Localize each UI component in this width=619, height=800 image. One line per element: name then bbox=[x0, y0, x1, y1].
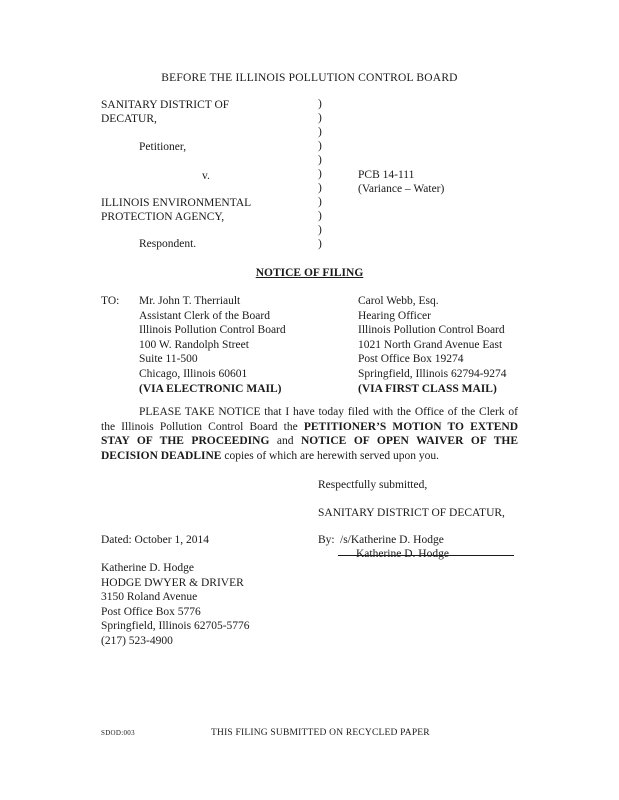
case-number: PCB 14-111 bbox=[358, 169, 415, 181]
versus: v. bbox=[202, 170, 210, 182]
paren: ) bbox=[318, 196, 322, 208]
case-type: (Variance – Water) bbox=[358, 183, 445, 195]
attorney-street: 3150 Roland Avenue bbox=[101, 591, 198, 604]
recipient-name: Mr. John T. Therriault bbox=[139, 295, 241, 307]
recipient-suite: Post Office Box 19274 bbox=[358, 353, 464, 366]
paren: ) bbox=[318, 154, 322, 166]
petitioner-line-2: DECATUR, bbox=[101, 113, 157, 125]
paren: ) bbox=[318, 224, 322, 236]
respectfully-submitted: Respectfully submitted, bbox=[318, 479, 428, 491]
attorney-phone: (217) 523-4900 bbox=[101, 634, 173, 647]
petitioner-line-1: SANITARY DISTRICT OF bbox=[101, 99, 230, 111]
notice-paragraph bbox=[101, 405, 518, 463]
paren: ) bbox=[318, 238, 322, 250]
recipient-org: Illinois Pollution Control Board bbox=[358, 324, 505, 337]
recipient-delivery: (VIA FIRST CLASS MAIL) bbox=[358, 382, 497, 395]
body-text: PLEASE TAKE NOTICE that I have today filed with the Office of the Clerk of the Illinois Pollution Control Board the bbox=[101, 406, 518, 433]
recipient-street: 1021 North Grand Avenue East bbox=[358, 338, 503, 351]
attorney-box: Post Office Box 5776 bbox=[101, 605, 201, 618]
paren: ) bbox=[318, 98, 322, 110]
attorney-name: Katherine D. Hodge bbox=[101, 562, 194, 574]
notice-title: NOTICE OF FILING bbox=[255, 267, 364, 279]
respondent-role: Respondent. bbox=[139, 238, 197, 250]
paren: ) bbox=[318, 210, 322, 222]
respondent-line-2: PROTECTION AGENCY, bbox=[101, 211, 225, 223]
paren: ) bbox=[318, 126, 322, 138]
body-text: and bbox=[269, 435, 301, 448]
attorney-firm: HODGE DWYER & DRIVER bbox=[101, 576, 244, 589]
signer-name: Katherine D. Hodge bbox=[356, 548, 449, 560]
recycled-paper-notice: THIS FILING SUBMITTED ON RECYCLED PAPER bbox=[211, 728, 430, 738]
attorney-city: Springfield, Illinois 62705-5776 bbox=[101, 620, 250, 633]
recipient-clerk bbox=[139, 294, 286, 396]
recipient-street: 100 W. Randolph Street bbox=[139, 338, 249, 351]
paren: ) bbox=[318, 112, 322, 124]
to-label: TO: bbox=[101, 295, 120, 307]
recipient-name: Carol Webb, Esq. bbox=[358, 295, 439, 307]
recipient-title: Hearing Officer bbox=[358, 309, 431, 322]
document-code: SDOD:003 bbox=[101, 729, 135, 737]
paren: ) bbox=[318, 182, 322, 194]
recipient-city: Springfield, Illinois 62794-9274 bbox=[358, 367, 507, 380]
paren: ) bbox=[318, 140, 322, 152]
date-line: Dated: October 1, 2014 bbox=[101, 534, 209, 546]
recipient-org: Illinois Pollution Control Board bbox=[139, 324, 286, 337]
electronic-signature: /s/Katherine D. Hodge bbox=[340, 534, 444, 546]
paren: ) bbox=[318, 168, 322, 180]
recipient-hearing-officer bbox=[358, 294, 507, 396]
respondent-line-1: ILLINOIS ENVIRONMENTAL bbox=[101, 197, 252, 209]
motion-title: PETITIONER’S MOTION TO EXTEND STAY OF THE PROCEEDING bbox=[101, 420, 518, 448]
board-title: BEFORE THE ILLINOIS POLLUTION CONTROL BOARD bbox=[161, 72, 458, 84]
recipient-title: Assistant Clerk of the Board bbox=[139, 309, 270, 322]
recipient-city: Chicago, Illinois 60601 bbox=[139, 367, 248, 380]
closing-entity: SANITARY DISTRICT OF DECATUR, bbox=[318, 507, 505, 519]
petitioner-role: Petitioner, bbox=[139, 141, 187, 153]
waiver-title: NOTICE OF OPEN WAIVER OF THE DECISION DEADLINE bbox=[101, 435, 518, 462]
recipient-suite: Suite 11-500 bbox=[139, 353, 198, 366]
recipient-delivery: (VIA ELECTRONIC MAIL) bbox=[139, 382, 282, 395]
body-text: copies of which are herewith served upon you. bbox=[221, 449, 439, 462]
by-label: By: bbox=[318, 534, 335, 546]
attorney-block bbox=[101, 561, 250, 649]
